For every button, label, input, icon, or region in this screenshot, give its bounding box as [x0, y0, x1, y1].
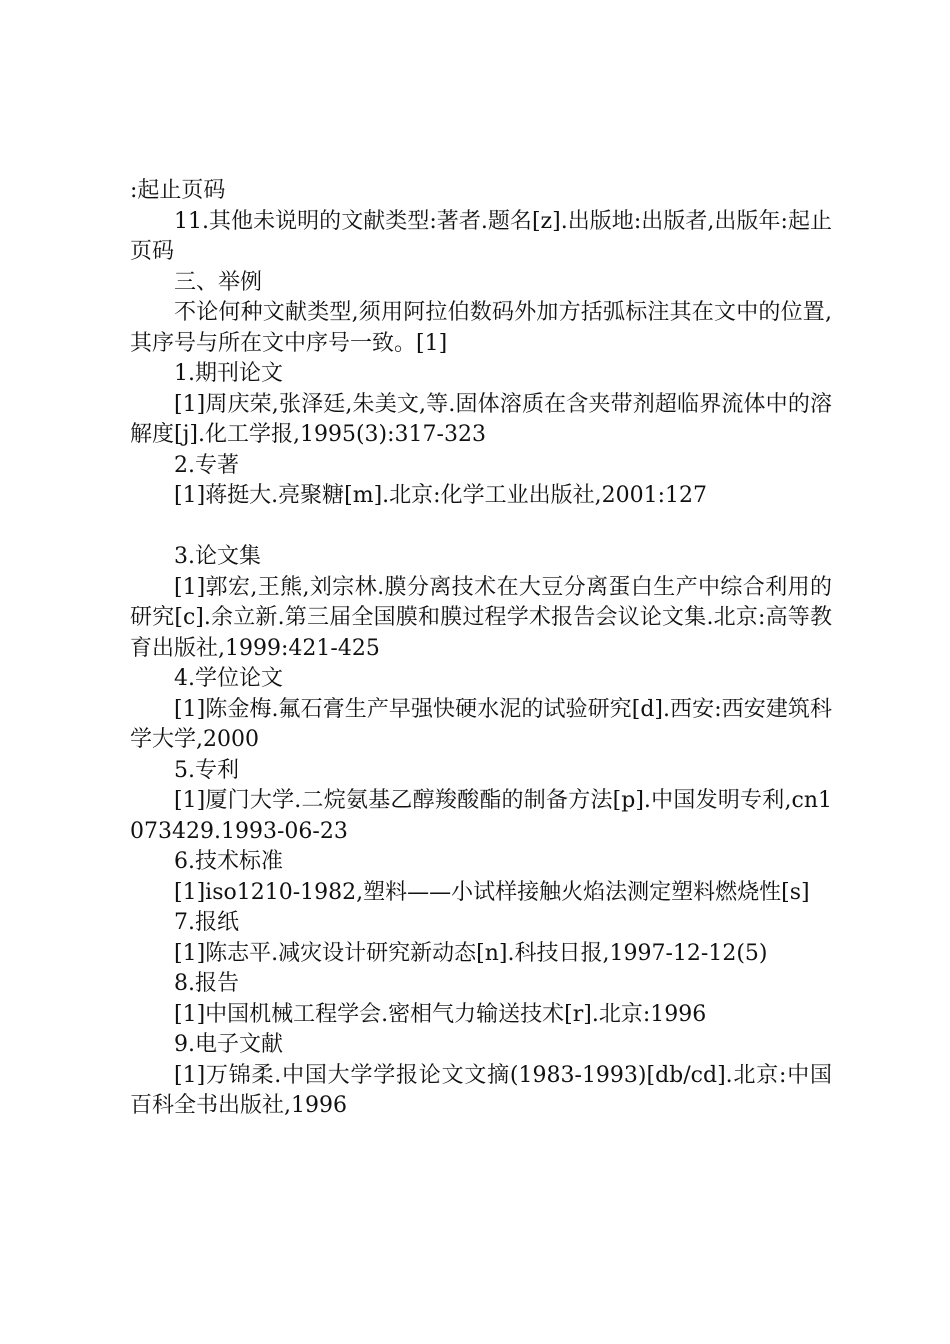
blank-line [130, 512, 832, 543]
paragraph-citation-rule: 不论何种文献类型,须用阿拉伯数码外加方括弧标注其在文中的位置,其序号与所在文中序号一致。[1] [130, 300, 832, 356]
heading-newspaper: 7.报纸 [174, 910, 239, 935]
heading-electronic-document: 9.电子文献 [174, 1032, 283, 1057]
reference-journal-article: [1]周庆荣,张泽廷,朱美文,等.固体溶质在含夹带剂超临界流体中的溶解度[j].化工学报,1995(3):317-323 [130, 391, 832, 447]
reference-patent: [1]厦门大学.二烷氨基乙醇羧酸酯的制备方法[p].中国发明专利,cn1073429.1993-06-23 [130, 788, 832, 844]
reference-monograph: [1]蒋挺大.亮聚糖[m].北京:化学工业出版社,2001:127 [174, 483, 707, 508]
reference-thesis: [1]陈金梅.氟石膏生产早强快硬水泥的试验研究[d].西安:西安建筑科学大学,2000 [130, 696, 833, 752]
heading-standard: 6.技术标准 [174, 849, 283, 874]
reference-electronic-document: [1]万锦柔.中国大学学报论文文摘(1983-1993)[db/cd].北京:中国百科全书出版社,1996 [130, 1062, 832, 1118]
heading-report: 8.报告 [174, 971, 239, 996]
reference-report: [1]中国机械工程学会.密相气力输送技术[r].北京:1996 [174, 1001, 707, 1027]
heading-patent: 5.专利 [174, 757, 239, 783]
paragraph-page-range-continuation: :起止页码 [130, 178, 226, 203]
heading-journal-article: 1.期刊论文 [174, 361, 283, 386]
reference-standard: [1]iso1210-1982,塑料——小试样接触火焰法测定塑料燃烧性[s] [174, 879, 810, 905]
section-heading-examples: 三、举例 [174, 269, 263, 295]
reference-newspaper: [1]陈志平.减灾设计研究新动态[n].科技日报,1997-12-12(5) [174, 940, 768, 966]
heading-proceedings: 3.论文集 [174, 544, 261, 569]
document-body [130, 176, 832, 1122]
paragraph-other-types-format: 11.其他未说明的文献类型:著者.题名[z].出版地:出版者,出版年:起止页码 [130, 208, 832, 264]
heading-monograph: 2.专著 [174, 452, 239, 478]
reference-proceedings: [1]郭宏,王熊,刘宗林.膜分离技术在大豆分离蛋白生产中综合利用的研究[c].余立新.第三届全国膜和膜过程学术报告会议论文集.北京:高等教育出版社,1999:421-425 [130, 574, 832, 661]
heading-thesis: 4.学位论文 [174, 666, 283, 691]
